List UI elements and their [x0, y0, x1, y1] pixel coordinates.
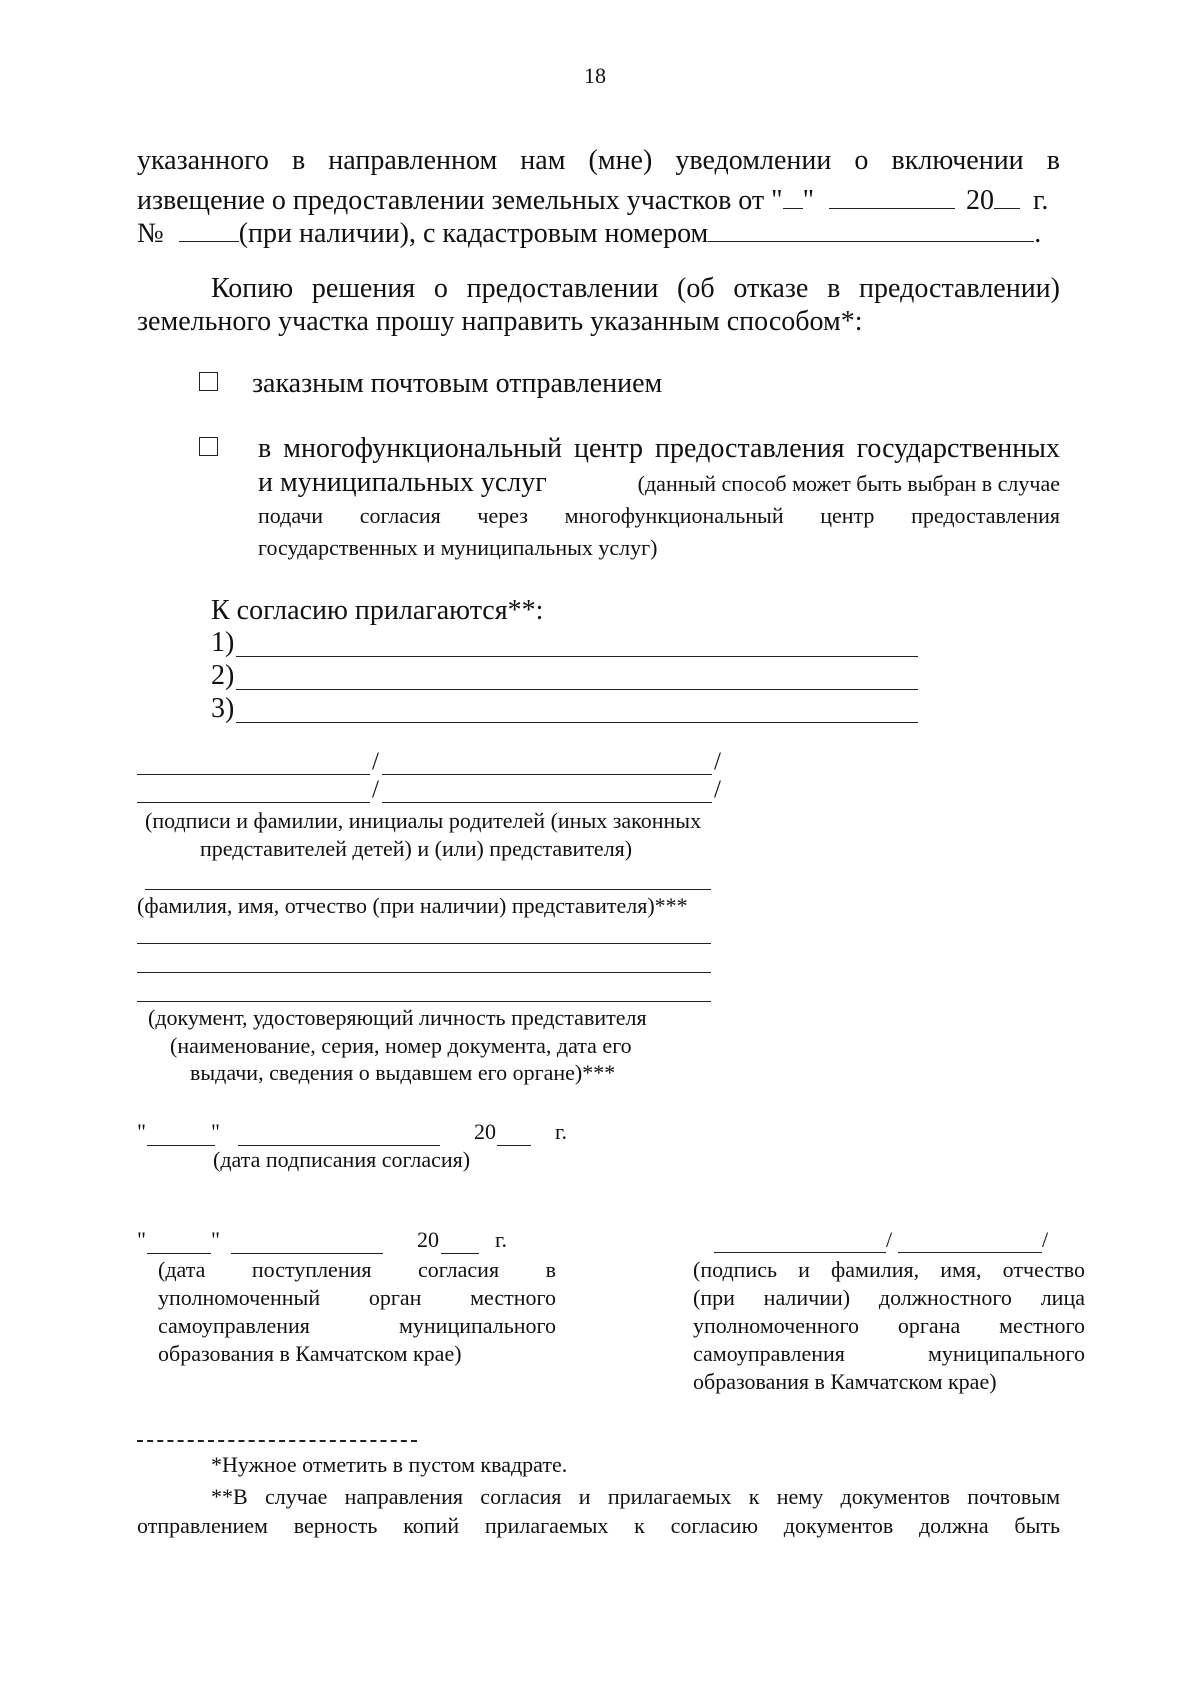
- representative-doc-caption-line-2: (наименование, серия, номер документа, дата его: [170, 1033, 632, 1058]
- intro-line-3: № (при наличии), с кадастровым номером .: [137, 213, 1041, 250]
- signing-day-line[interactable]: [147, 1145, 215, 1146]
- receipt-year-line[interactable]: [441, 1253, 479, 1254]
- signing-month-line[interactable]: [238, 1145, 440, 1146]
- official-name-line[interactable]: [898, 1252, 1042, 1253]
- number-blank[interactable]: [179, 213, 239, 242]
- representative-doc-line-2[interactable]: [137, 972, 711, 973]
- official-signature-line[interactable]: [714, 1252, 886, 1253]
- attachment-item-1-number: 1): [211, 627, 235, 658]
- checkbox-mfc[interactable]: [199, 437, 218, 456]
- parent-name-1-slash: /: [714, 748, 721, 775]
- receipt-month-line[interactable]: [231, 1253, 383, 1254]
- intro-line-2: извещение о предоставлении земельных участков от " " 20 г.: [137, 180, 1048, 217]
- official-caption-line-5: образования в Камчатском крае): [693, 1369, 997, 1394]
- parent-signatures-caption-line-1: (подписи и фамилии, инициалы родителей (иных законных: [145, 808, 702, 833]
- option-mfc-label-line-1: в многофункциональный центр предоставления государственных: [258, 433, 1060, 464]
- attachment-item-3-number: 3): [211, 693, 235, 724]
- intro-line-1: указанного в направленном нам (мне) уведомлении о включении в: [137, 145, 1060, 176]
- checkbox-registered-mail[interactable]: [199, 372, 218, 391]
- official-signature-slash-mid: /: [886, 1227, 893, 1252]
- official-caption-line-2: (при наличии) должностного лица: [693, 1285, 1085, 1310]
- option-registered-mail-label: заказным почтовым отправлением: [252, 368, 663, 399]
- attachments-title: К согласию прилагаются**:: [211, 595, 544, 626]
- footnote-separator: [137, 1440, 417, 1442]
- attachment-item-3-line[interactable]: [236, 722, 918, 723]
- attachment-item-2-line[interactable]: [236, 689, 918, 690]
- footnote-2-line-1: **В случае направления согласия и прилагаемых к нему документов почтовым: [211, 1484, 1060, 1509]
- parent-signature-2-slash: /: [372, 776, 379, 803]
- option-mfc-label-line-2: и муниципальных услуг (данный способ может быть выбран в случае: [258, 467, 1060, 498]
- representative-name-caption: (фамилия, имя, отчество (при наличии) представителя)***: [137, 893, 688, 918]
- official-caption-line-4: самоуправления муниципального: [693, 1341, 1085, 1366]
- signing-date-caption: (дата подписания согласия): [213, 1147, 471, 1172]
- day-blank[interactable]: [783, 180, 803, 209]
- option-mfc-label-line-3: подачи согласия через многофункциональный центр предоставления: [258, 503, 1060, 528]
- representative-doc-line-1[interactable]: [137, 943, 711, 944]
- receipt-day-line[interactable]: [147, 1253, 211, 1254]
- receipt-caption-line-2: уполномоченный орган местного: [158, 1285, 556, 1310]
- official-signature-slash-end: /: [1042, 1227, 1049, 1252]
- receipt-date-row: " " 20 г.: [137, 1227, 508, 1252]
- parent-signature-1-slash: /: [372, 748, 379, 775]
- signing-date-row: " " 20 г.: [137, 1119, 568, 1144]
- copy-request-line-1: Копию решения о предоставлении (об отказе в предоставлении): [211, 273, 1060, 304]
- parent-name-2-slash: /: [714, 776, 721, 803]
- official-caption-line-1: (подпись и фамилия, имя, отчество: [693, 1257, 1085, 1282]
- representative-doc-caption-line-1: (документ, удостоверяющий личность представителя: [148, 1005, 647, 1030]
- representative-name-line[interactable]: [145, 889, 711, 890]
- year-blank[interactable]: [994, 180, 1020, 209]
- parent-signature-1-line[interactable]: [137, 774, 370, 775]
- attachment-item-2-number: 2): [211, 660, 235, 691]
- representative-doc-line-3[interactable]: [137, 1001, 711, 1002]
- cadastral-number-blank[interactable]: [708, 213, 1034, 242]
- representative-doc-caption-line-3: выдачи, сведения о выдавшем его органе)***: [190, 1060, 616, 1085]
- copy-request-line-2: земельного участка прошу направить указанным способом*:: [137, 306, 863, 337]
- parent-name-2-line[interactable]: [382, 802, 712, 803]
- option-mfc-label-line-4: государственных и муниципальных услуг): [258, 535, 658, 560]
- parent-signatures-caption-line-2: представителей детей) и (или) представителя): [200, 836, 633, 861]
- signing-year-line[interactable]: [497, 1145, 531, 1146]
- parent-name-1-line[interactable]: [382, 774, 712, 775]
- receipt-caption-line-4: образования в Камчатском крае): [158, 1341, 462, 1366]
- receipt-caption-line-3: самоуправления муниципального: [158, 1313, 556, 1338]
- attachment-item-1-line[interactable]: [236, 656, 918, 657]
- footnote-2-line-2: отправлением верность копий прилагаемых к согласию документов должна быть: [137, 1513, 1060, 1538]
- parent-signature-2-line[interactable]: [137, 802, 370, 803]
- footnote-1: *Нужное отметить в пустом квадрате.: [211, 1452, 568, 1477]
- official-caption-line-3: уполномоченного органа местного: [693, 1313, 1085, 1338]
- receipt-caption-line-1: (дата поступления согласия в: [158, 1257, 556, 1282]
- month-blank[interactable]: [829, 180, 955, 209]
- page-number: 18: [584, 63, 606, 88]
